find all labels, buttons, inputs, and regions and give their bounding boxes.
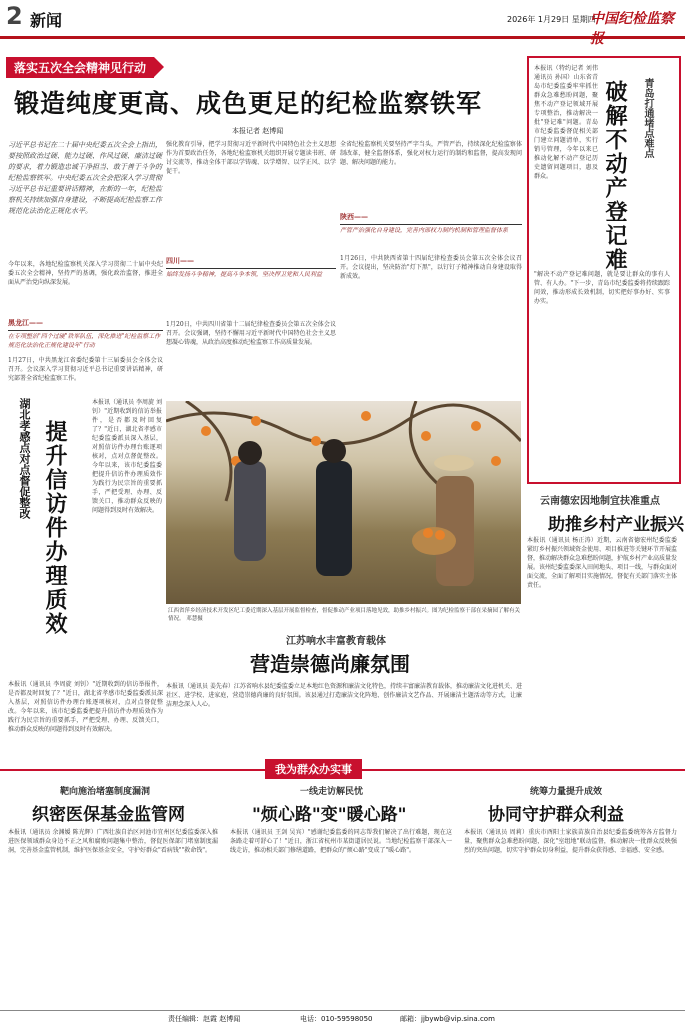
page-number: 2: [6, 2, 23, 30]
sub2-title: 四川——: [166, 256, 194, 265]
hubei-body-cont: 本报讯（通讯员 李周旋 刘钊）"近期收到的信访举报件，是否都及时回复了？"近日，湖北省孝感市纪委监委派员深入基层，对照信访件办理台账逐项核对，点对点督促整改。今年以来，该市纪委监委把提升信访件办理质效作为践行为民宗旨的重要抓手，严把受理、办理、反馈关口，推动群众反映的问题得到及时有效解决。: [8, 681, 163, 733]
yunnan-kicker: 云南德宏因地制宜扶准重点: [540, 496, 660, 507]
bottom3-kicker: 统筹力量提升成效: [530, 787, 603, 797]
sub3-title: 陕西——: [340, 212, 368, 221]
bottom2-headline: "烦心路"变"暖心路": [252, 805, 407, 825]
sub2-quote: 始终发扬斗争精神，提高斗争本领，坚决捍卫党和人民利益: [166, 271, 323, 278]
sub1-title: 黑龙江——: [8, 318, 43, 327]
news-photo: [166, 401, 521, 604]
qingdao-headline: 破解不动产登记难: [602, 80, 628, 272]
lead-byline: 本报记者 赵博闻: [232, 127, 284, 135]
lead-para2: 1月27日，中共黑龙江省委纪委第十三届委员会全体会议召开。会议深入学习贯彻习近平总书记重要讲话精神，研究部署全省纪检监察工作。: [8, 357, 163, 382]
orchard-illustration: [166, 401, 521, 604]
footer-editor: 责任编辑：赵霞 赵博闻: [168, 1015, 241, 1023]
bottom1-body: 本报讯（通讯员 余渊媛 陈光辉）广西壮族自治区河池市宜州区纪委监委深入推进医保领域群众身边不正之风和腐败问题集中整治，督促医保部门堵塞制度漏洞，完善基金监管机制，维护医保基金安全，守护好群众"看病钱""救命钱"。: [8, 829, 218, 854]
hubei-body: 本报讯（通讯员 李周旋 刘钊）"近期收到的信访举报件，是否都及时回复了？"近日，湖北省孝感市纪委监委派员深入基层，对照信访件办理台账逐项核对，点对点督促整改。今年以来，该市纪委监委把提升信访件办理质效作为践行为民宗旨的重要抓手，严把受理、办理、反馈关口，推动群众反映的问题得到及时有效解决。: [92, 399, 162, 514]
lead-headline: 锻造纯度更高、成色更足的纪检监察铁军: [14, 89, 483, 118]
topic-banner: 落实五次全会精神见行动: [6, 57, 154, 78]
bottom1-kicker: 靶向施治堵塞制度漏洞: [60, 787, 151, 797]
issue-date: 2026年 1月29日 星期四: [507, 15, 596, 24]
sub1-quote: 在专项整治"四个过硬"铁军队伍，深化推进"纪检监察工作规范化法治化正规化建设年"行动: [8, 333, 161, 349]
jiangsu-body: 本报讯（通讯员 姜先春）江苏省响水县纪委监委立足本地红色资源和廉洁文化特色，持续丰富廉洁教育载体，推动廉洁文化进机关、进社区、进学校、进家庭，营造崇德尚廉的良好氛围。该县通过打造廉洁文化阵地、创作廉洁文艺作品、开展廉洁主题活动等方式，让廉洁理念深入人心。: [166, 683, 522, 708]
divider: [8, 330, 163, 331]
footer-email: 邮箱：jjbywb@vip.sina.com: [400, 1015, 495, 1023]
bottom3-body: 本报讯（通讯员 周莉）重庆市酉阳土家族苗族自治县纪委监委统筹各方监督力量，聚焦群众急难愁盼问题，深化"室组地"联动监督，推动解决一批群众反映强烈的突出问题，切实守护群众切身利益，提升群众获得感、幸福感、安全感。: [464, 829, 677, 854]
bottom1-headline: 织密医保基金监管网: [32, 805, 185, 825]
qingdao-kicker: 青岛打通堵点难点: [642, 78, 653, 158]
divider: [166, 268, 336, 269]
jiangsu-kicker: 江苏响水丰富教育载体: [286, 636, 386, 647]
jiangsu-headline: 营造崇德尚廉氛围: [250, 652, 410, 676]
yunnan-body: 本报讯（通讯员 杨正涛）近期，云南省德宏州纪委监委紧盯乡村振兴领域资金使用、项目推进等关键环节开展监督，推动解决群众急难愁盼问题，护航乡村产业高质量发展。该州纪委监委深入田间地头、项目一线，与群众面对面交流，全面了解项目实施情况，督促有关部门落实主体责任。: [527, 537, 677, 589]
lead-para1: 今年以来，各地纪检监察机关深入学习贯彻二十届中央纪委五次全会精神，坚持严的基调，强化政治监督，推进全面从严治党向纵深发展。: [8, 261, 163, 286]
qingdao-body2: "解决不动产登记难问题，就是要让群众的事有人管、有人办。"下一步，青岛市纪委监委将持续跟踪问效，推动形成长效机制，切实把好事办好、实事办实。: [534, 271, 670, 305]
lead-col3: 全省纪检监察机关要坚持严字当头，严管严治，持续深化纪检监察体制改革，健全监督体系，强化对权力运行的制约和监督，提高发现问题、解决问题的能力。: [340, 141, 522, 166]
qingdao-body: 本报讯（特约记者 刘伟 通讯员 孙国）山东省青岛市纪委监委牢牢抓住群众急难愁盼问题，聚焦不动产登记领域开展专项整治，推动解决一批"登记难"问题。青岛市纪委监委督促相关部门建立问题清单，实行销号管理，今年以来已推动化解不动产登记历史遗留问题项目，惠及群众。: [534, 65, 598, 180]
yunnan-headline: 助推乡村产业振兴: [548, 515, 684, 535]
lead-intro: 习近平总书记在二十届中央纪委五次全会上指出，要按照政治过硬、能力过硬、作风过硬、廉洁过硬的要求，着力锻造忠诚干净担当、敢于善于斗争的纪检监察铁军。中央纪委五次全会把深入学习贯彻习近平总书记重要讲话精神，在新的一年，纪检监察机关持续加强自身建设，不断提高纪检监察工作规范化法治化正规化水平。: [8, 141, 162, 215]
section-banner: 我为群众办实事: [265, 759, 362, 779]
lead-col2: 强化教育引导，把学习贯彻习近平新时代中国特色社会主义思想作为首要政治任务，各地纪检监察机关组织开展专题读书班、研讨交流等，推动全体干部以学铸魂、以学增智、以学正风、以学促干。: [166, 141, 336, 175]
hubei-kicker: 湖北孝感点对点督促整改: [18, 398, 31, 519]
hubei-headline: 提升信访件办理质效: [42, 420, 68, 636]
footer-phone: 电话：010-59598050: [300, 1015, 373, 1023]
newspaper-name: 中国纪检监察报: [590, 11, 674, 47]
bottom2-body: 本报讯（通讯员 王剑 吴宾）"感谢纪委监委的同志帮我们解决了出行难题，现在这条路走着可舒心了！"近日，浙江省杭州市某街道居民说。当地纪检监察干部深入一线走访，推动相关部门修缮道路，把群众的"烦心路"变成了"暖心路"。: [230, 829, 452, 854]
lead-para4: 1月26日，中共陕西省第十四届纪律检查委员会第五次全体会议召开。会议提出，坚决防治"灯下黑"，以钉钉子精神推动自身建设取得新成效。: [340, 255, 522, 280]
lead-para3: 1月20日，中共四川省第十二届纪律检查委员会第五次全体会议召开。会议强调，坚持不懈用习近平新时代中国特色社会主义思想凝心铸魂，从政治高度推动纪检监察工作高质量发展。: [166, 321, 336, 346]
sub3-quote: 严管严治强化自身建设，完善内部权力制约机制和管理监督体系: [340, 227, 509, 234]
page-footer: [0, 1010, 685, 1025]
divider: [340, 224, 522, 225]
bottom3-headline: 协同守护群众利益: [488, 805, 624, 825]
section-name: 新闻: [30, 11, 63, 30]
bottom2-kicker: 一线走访解民忧: [300, 787, 364, 797]
photo-caption: 江西省萍乡经济技术开发区纪工委近期深入基层开展监督检查，督促推动产业项目落地见效，助推乡村振兴。图为纪检监察干部在采摘园了解有关情况。 邓慧摄: [168, 608, 521, 622]
